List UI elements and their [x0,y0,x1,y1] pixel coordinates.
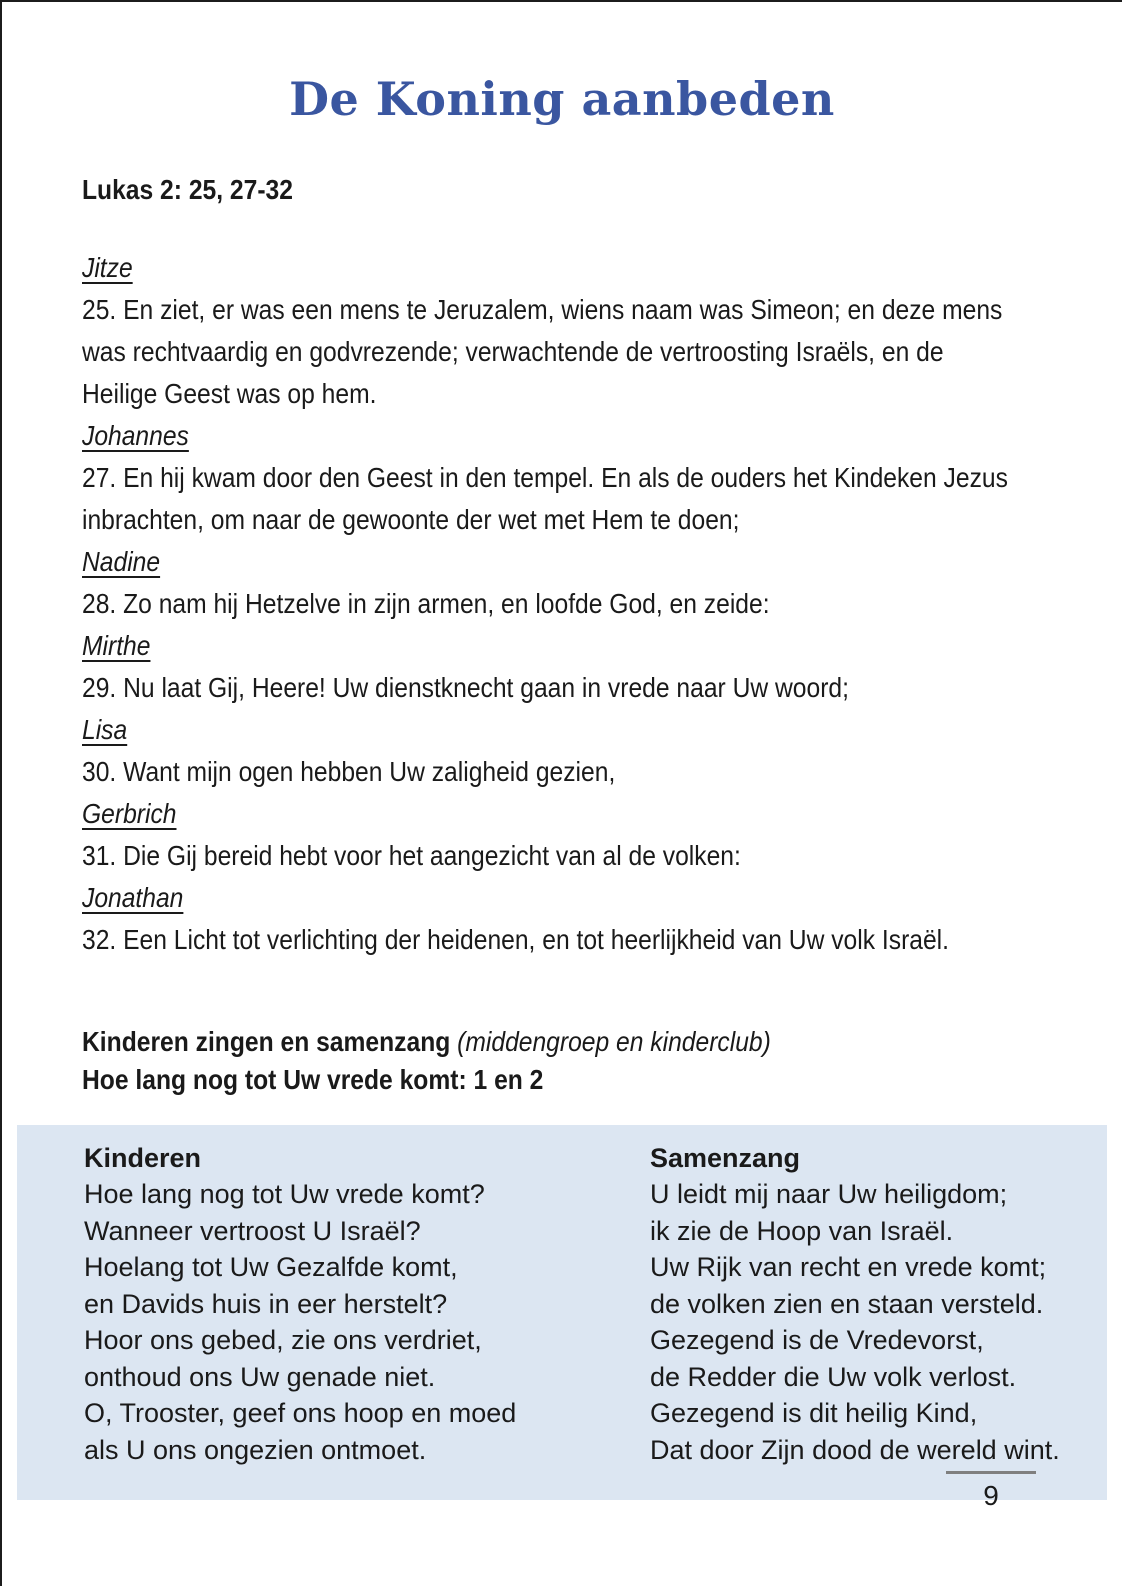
lyric-line: ik zie de Hoop van Israël. [650,1215,954,1246]
song-heading-bold: Kinderen zingen en samenzang [82,1025,451,1057]
lyric-line: als U ons ongezien ontmoet. [84,1434,427,1465]
song-lyrics-box [17,1125,1107,1501]
lyric-line: en Davids huis in eer herstelt? [84,1288,448,1319]
song-heading-line [82,1023,997,1061]
page-number: 9 [983,1480,999,1511]
reader-name: Nadine [82,545,161,577]
reader-name: Lisa [82,713,128,745]
verse-line: 30. Want mijn ogen hebben Uw zaligheid gezien, [82,755,616,787]
lyric-line: Hoor ons gebed, zie ons verdriet, [84,1325,482,1356]
verse-line: 29. Nu laat Gij, Heere! Uw dienstknecht gaan in vrede naar Uw woord; [82,671,849,703]
reader-name: Johannes [82,419,189,451]
page-footer [946,1471,1036,1512]
footer-divider [946,1471,1036,1474]
lyric-line: U leidt mij naar Uw heiligdom; [650,1179,1008,1210]
song-heading-italic: (middengroep en kinderclub) [457,1025,771,1057]
lyric-line: Gezegend is de Vredevorst, [650,1325,984,1356]
verse-line: Heilige Geest was op hem. [82,377,377,409]
song-column-kinderen [84,1140,650,1469]
lyric-line: onthoud ons Uw genade niet. [84,1361,436,1392]
reading-block [82,415,1122,541]
reading-block [82,541,1122,625]
reader-name: Gerbrich [82,797,177,829]
verse-line: inbrachten, om naar de gewoonte der wet met Hem te doen; [82,503,740,535]
scripture-reference: Lukas 2: 25, 27-32 [82,173,293,205]
lyric-line: Gezegend is dit heilig Kind, [650,1398,978,1429]
reading-block [82,793,1122,877]
lyric-line: Wanneer vertroost U Israël? [84,1215,421,1246]
verse-line: 28. Zo nam hij Hetzelve in zijn armen, en loofde God, en zeide: [82,587,770,619]
reader-name: Jonathan [82,881,184,913]
page-title: De Koning aanbeden [289,72,835,126]
reading-block [82,877,1122,961]
lyric-line: O, Trooster, geef ons hoop en moed [84,1398,517,1429]
reader-name: Jitze [82,251,133,283]
lyric-line: Hoe lang nog tot Uw vrede komt? [84,1179,485,1210]
song-column-samenzang [650,1140,1087,1469]
lyric-line: Uw Rijk van recht en vrede komt; [650,1252,1047,1283]
song-section-heading [82,1023,1122,1099]
reading-block [82,625,1122,709]
reading-block [82,247,1122,415]
verse-line: 25. En ziet, er was een mens te Jeruzalem, wiens naam was Simeon; en deze mens [82,293,1003,325]
lyric-line: Hoelang tot Uw Gezalfde komt, [84,1252,458,1283]
verse-line: was rechtvaardig en godvrezende; verwachtende de vertroosting Israëls, en de [82,335,944,367]
lyric-line: Dat door Zijn dood de wereld wint. [650,1434,1060,1465]
lyric-line: de Redder die Uw volk verlost. [650,1361,1017,1392]
reading-block [82,709,1122,793]
verse-line: 27. En hij kwam door den Geest in den tempel. En als de ouders het Kindeken Jezus [82,461,1008,493]
song-column-header: Samenzang [650,1142,801,1173]
verse-line: 31. Die Gij bereid hebt voor het aangezicht van al de volken: [82,839,741,871]
scripture-readings [82,247,1122,961]
reader-name: Mirthe [82,629,151,661]
lyric-line: de volken zien en staan versteld. [650,1288,1044,1319]
verse-line: 32. Een Licht tot verlichting der heidenen, en tot heerlijkheid van Uw volk Israël. [82,923,950,955]
song-column-header: Kinderen [84,1142,202,1173]
song-subheading: Hoe lang nog tot Uw vrede komt: 1 en 2 [82,1063,544,1095]
